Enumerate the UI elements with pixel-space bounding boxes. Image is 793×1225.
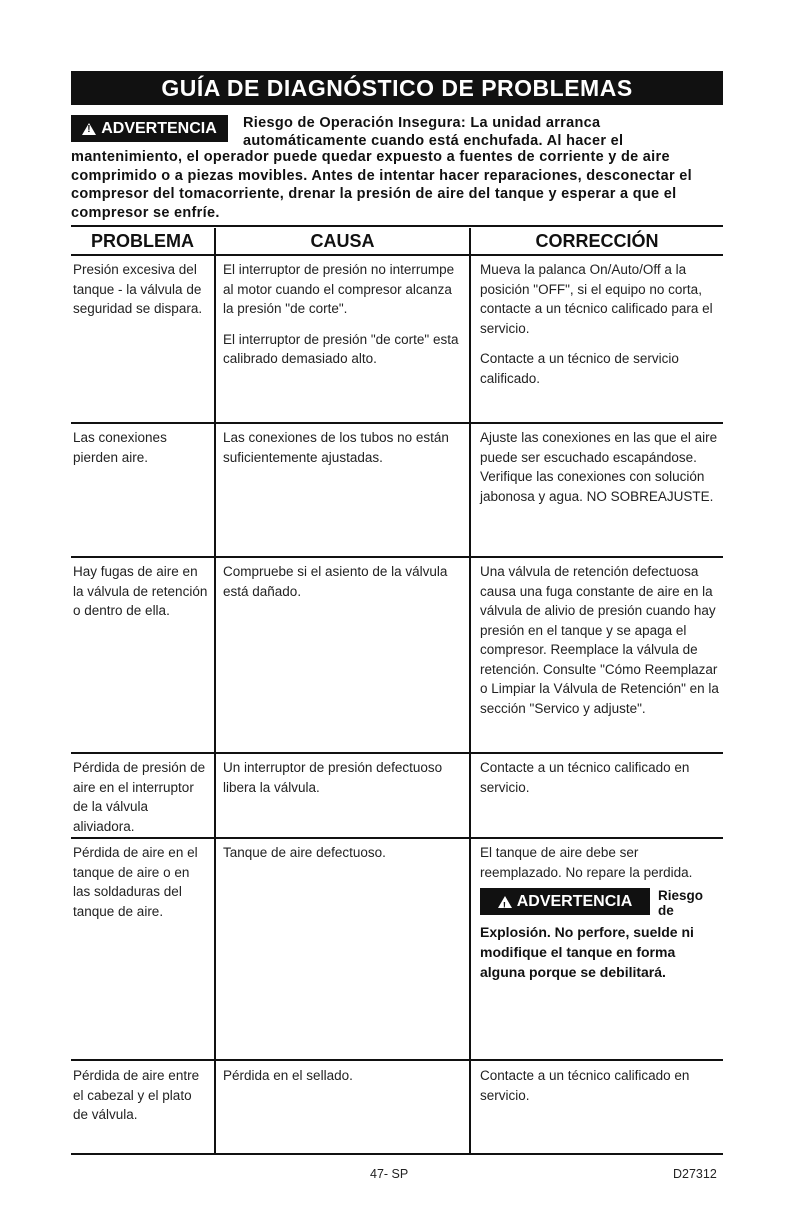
page-number: 47- SP bbox=[370, 1167, 409, 1181]
causa-text: Compruebe si el asiento de la válvula está dañado. bbox=[223, 564, 448, 599]
header-causa: CAUSA bbox=[310, 230, 375, 251]
row-1-correccion bbox=[480, 260, 720, 399]
inline-warning bbox=[480, 888, 722, 918]
causa-text: Un interruptor de presión defectuoso libera la válvula. bbox=[223, 760, 443, 795]
inline-warning-text: Explosión. No perfore, suelde ni modifique el tanque en forma alguna porque se debilitará. bbox=[480, 924, 694, 980]
correccion-text: Contacte a un técnico de servicio calificado. bbox=[480, 351, 679, 386]
row-3-correccion bbox=[480, 562, 720, 729]
inline-warning-badge bbox=[480, 888, 650, 915]
row-2-correccion bbox=[480, 428, 720, 517]
row-6-correccion bbox=[480, 1066, 720, 1116]
causa-text: El interruptor de presión no interrumpe al motor cuando el compresor alcanza la presión "de corte". bbox=[223, 262, 455, 316]
correccion-text: Ajuste las conexiones en las que el aire puede ser escuchado escapándose. Verifique las conexiones con solución jabonosa y agua. NO SOBREAJUSTE. bbox=[480, 430, 718, 504]
column-divider bbox=[214, 228, 216, 1153]
problema-text: Hay fugas de aire en la válvula de retención o dentro de ella. bbox=[73, 564, 208, 618]
warning-text-first: Riesgo de Operación Insegura: La unidad arranca automáticamente cuando está enchufada. Al hacer el bbox=[243, 115, 624, 149]
correccion-text: El tanque de aire debe ser reemplazado. No repare la perdida. bbox=[480, 845, 693, 880]
document-code: D27312 bbox=[673, 1167, 717, 1181]
row-divider bbox=[71, 422, 723, 424]
row-3-causa bbox=[223, 562, 465, 612]
column-divider bbox=[469, 228, 471, 1153]
warning-badge-label: ADVERTENCIA bbox=[101, 119, 217, 137]
row-2-problema bbox=[73, 428, 209, 478]
causa-text: Tanque de aire defectuoso. bbox=[223, 845, 386, 860]
row-4-correccion bbox=[480, 758, 720, 808]
warning-triangle-icon bbox=[498, 896, 512, 908]
header-problema: PROBLEMA bbox=[91, 230, 194, 251]
row-5-correccion bbox=[480, 843, 722, 982]
problema-text: Las conexiones pierden aire. bbox=[73, 430, 167, 465]
problema-text: Pérdida de aire en el tanque de aire o en las soldaduras del tanque de aire. bbox=[73, 845, 198, 919]
row-1-problema bbox=[73, 260, 209, 330]
row-6-problema bbox=[73, 1066, 209, 1136]
row-divider bbox=[71, 752, 723, 754]
row-2-causa bbox=[223, 428, 465, 478]
problema-text: Pérdida de aire entre el cabezal y el plato de válvula. bbox=[73, 1068, 200, 1122]
warning-badge bbox=[71, 115, 228, 142]
header-divider bbox=[71, 254, 723, 256]
bottom-divider bbox=[71, 1153, 723, 1155]
correccion-text: Mueva la palanca On/Auto/Off a la posición "OFF", si el equipo no corta, contacte a un técnico calificado para el servicio. bbox=[480, 262, 713, 336]
warning-triangle-icon bbox=[82, 123, 96, 135]
header-correccion: CORRECCIÓN bbox=[535, 230, 659, 251]
causa-text: El interruptor de presión "de corte" esta calibrado demasiado alto. bbox=[223, 331, 459, 366]
causa-text: Pérdida en el sellado. bbox=[223, 1068, 353, 1083]
problema-text: Presión excesiva del tanque - la válvula de seguridad se dispara. bbox=[73, 262, 203, 316]
correccion-text: Contacte a un técnico calificado en servicio. bbox=[480, 1068, 690, 1103]
top-divider bbox=[71, 225, 723, 227]
problema-text: Pérdida de presión de aire en el interruptor de la válvula aliviadora. bbox=[73, 760, 206, 834]
correccion-text: Contacte a un técnico calificado en servicio. bbox=[480, 760, 690, 795]
row-6-causa bbox=[223, 1066, 465, 1097]
page-title-banner: GUÍA DE DIAGNÓSTICO DE PROBLEMAS bbox=[71, 71, 723, 105]
inline-warning-side: Riesgo de bbox=[658, 888, 704, 918]
row-1-causa bbox=[223, 260, 465, 380]
causa-text: Las conexiones de los tubos no están suficientemente ajustadas. bbox=[223, 430, 449, 465]
row-divider bbox=[71, 1059, 723, 1061]
row-5-causa bbox=[223, 843, 465, 874]
row-divider bbox=[71, 556, 723, 558]
row-3-problema bbox=[73, 562, 209, 632]
row-4-problema bbox=[73, 758, 209, 847]
row-4-causa bbox=[223, 758, 465, 808]
warning-text-rest: mantenimiento, el operador puede quedar expuesto a fuentes de corriente y de aire comprimido o a piezas movibles. Antes de intentar hacer reparaciones, desconectar el compresor del tomacorriente, drenar la presión de aire del tanque y esperar a que el compresor se enfríe. bbox=[71, 149, 692, 221]
inline-warning-badge-label: ADVERTENCIA bbox=[516, 892, 633, 910]
correccion-text: Una válvula de retención defectuosa causa una fuga constante de aire en la válvula de alivio de presión cuando hay presión en el tanque y se apaga el compresor. Reemplace la válvula de retención. Consulte "Cómo Reemplazar o Limpiar la Válvula de Retención" en la sección "Servico y adjuste". bbox=[480, 564, 719, 716]
row-5-problema bbox=[73, 843, 209, 932]
